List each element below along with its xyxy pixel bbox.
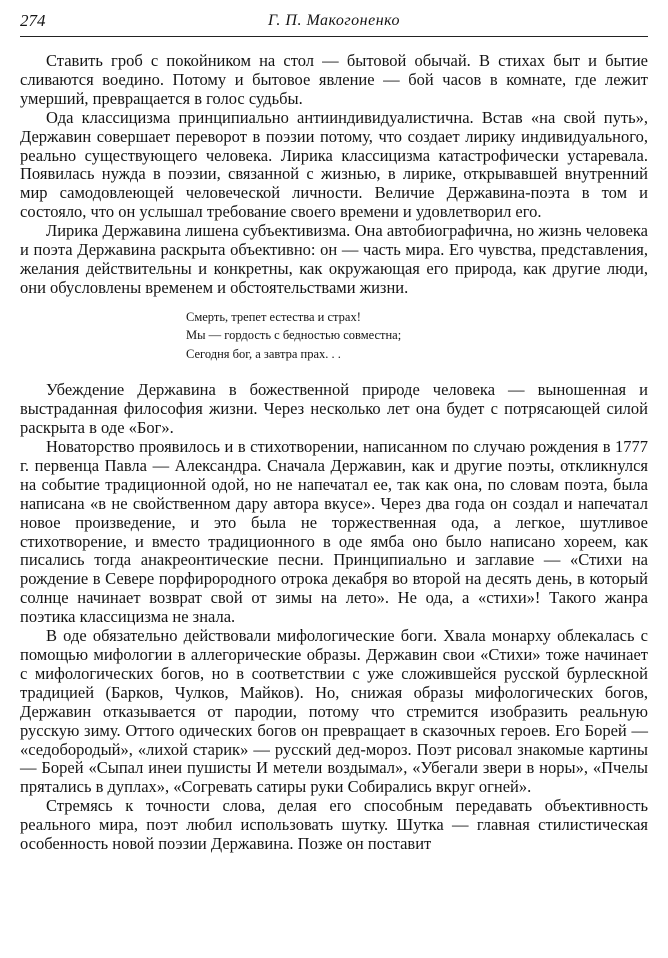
running-head: Г. П. Макогоненко	[267, 12, 401, 29]
verse-line: Смерть, трепет естества и страх!	[186, 309, 361, 324]
header-rule	[20, 36, 648, 37]
paragraph: Ставить гроб с покойником на стол — бытовой обычай. В стихах быт и бытие сливаются воедино. Потому и бытовое явление — бой часов в комнате, где лежит умерший, превращается в голос судьбы.	[20, 51, 648, 108]
page-header	[20, 10, 648, 36]
paragraph: Новаторство проявилось и в стихотворении, написанном по случаю рождения в 1777 г. первенца Павла — Александра. Сначала Державин, как и другие поэты, откликнулся на событие традиционной одой, но не напечатал ее, так как она, по словам поэта, была написана «в не свойственном дару автора вкусе». Через два года он создал и напечатал новое произведение, и это была не торжественная ода, а легкое, шутливое стихотворение, и вместо традиционного в оде ямба оно было написано хореем, как писались тогда анакреонтические песни. Принципиально и заглавие — «Стихи на рождение в Севере порфирородного отрока декабря во второй на десять день, в который солнце начинает возврат свой от зимы на лето». Не ода, а «стихи»! Такого жанра поэтика классицизма не знала.	[20, 437, 648, 627]
verse-line: Мы — гордость с бедностью совместна;	[186, 328, 402, 343]
paragraph: Лирика Державина лишена субъективизма. Она автобиографична, но жизнь человека и поэта Державина раскрыта объективно: он — часть мира. Его чувства, представления, желания действительны и конкретны, как окружающая его природа, как другие люди, они обусловлены временем и обстоятельствами жизни.	[20, 221, 648, 297]
paragraph: Ода классицизма принципиально антииндивидуалистична. Встав «на свой путь», Державин совершает переворот в поэзии потому, что создает лирику индивидуального, реально существующего человека. Лирика классицизма катастрофически устаревала. Появилась нужда в поэзии, связанной с жизнью, в лирике, открывавшей внутренний мир самодовлеющей человеческой личности. Величие Державина-поэта в том и состояло, что он услышал требование своего времени и удовлетворил его.	[20, 107, 648, 222]
body-text	[20, 52, 648, 854]
page-number: 274	[20, 11, 46, 30]
verse-line: Сегодня бог, а завтра прах. . .	[186, 346, 341, 361]
paragraph: Стремясь к точности слова, делая его способным передавать объективность реального мира, поэт любил использовать шутку. Шутка — главная стилистическая особенность новой поэзии Державина. Позже он поставит	[20, 796, 648, 854]
paragraph: Убеждение Державина в божественной природе человека — выношенная и выстраданная философия жизни. Через несколько лет она будет с потрясающей силой раскрыта в оде «Бог».	[20, 380, 648, 438]
paragraph: В оде обязательно действовали мифологические боги. Хвала монарху облекалась с помощью мифологии в аллегорические образы. Державин свои «Стихи» тоже начинает с мифологических богов, но в соответствии с уже сложившейся русской бурлескной традицией (Барков, Чулков, Майков). Но, снижая образы мифологических богов, Державин отказывается от пародии, потому что стремится изобразить реальную русскую зиму. Оттого одических богов он превращает в сказочных героев. Его Борей — «седобородый», «лихой старик» — русский дед-мороз. Поэт рисовал знакомые картины — Борей «Сыпал инеи пушисты И метели воздымал», «Убегали звери в норы», «Пчелы прятались в дуплах», «Согревать сатиры руки Собирались вкруг огней».	[20, 626, 648, 797]
verse-quote	[186, 308, 648, 364]
